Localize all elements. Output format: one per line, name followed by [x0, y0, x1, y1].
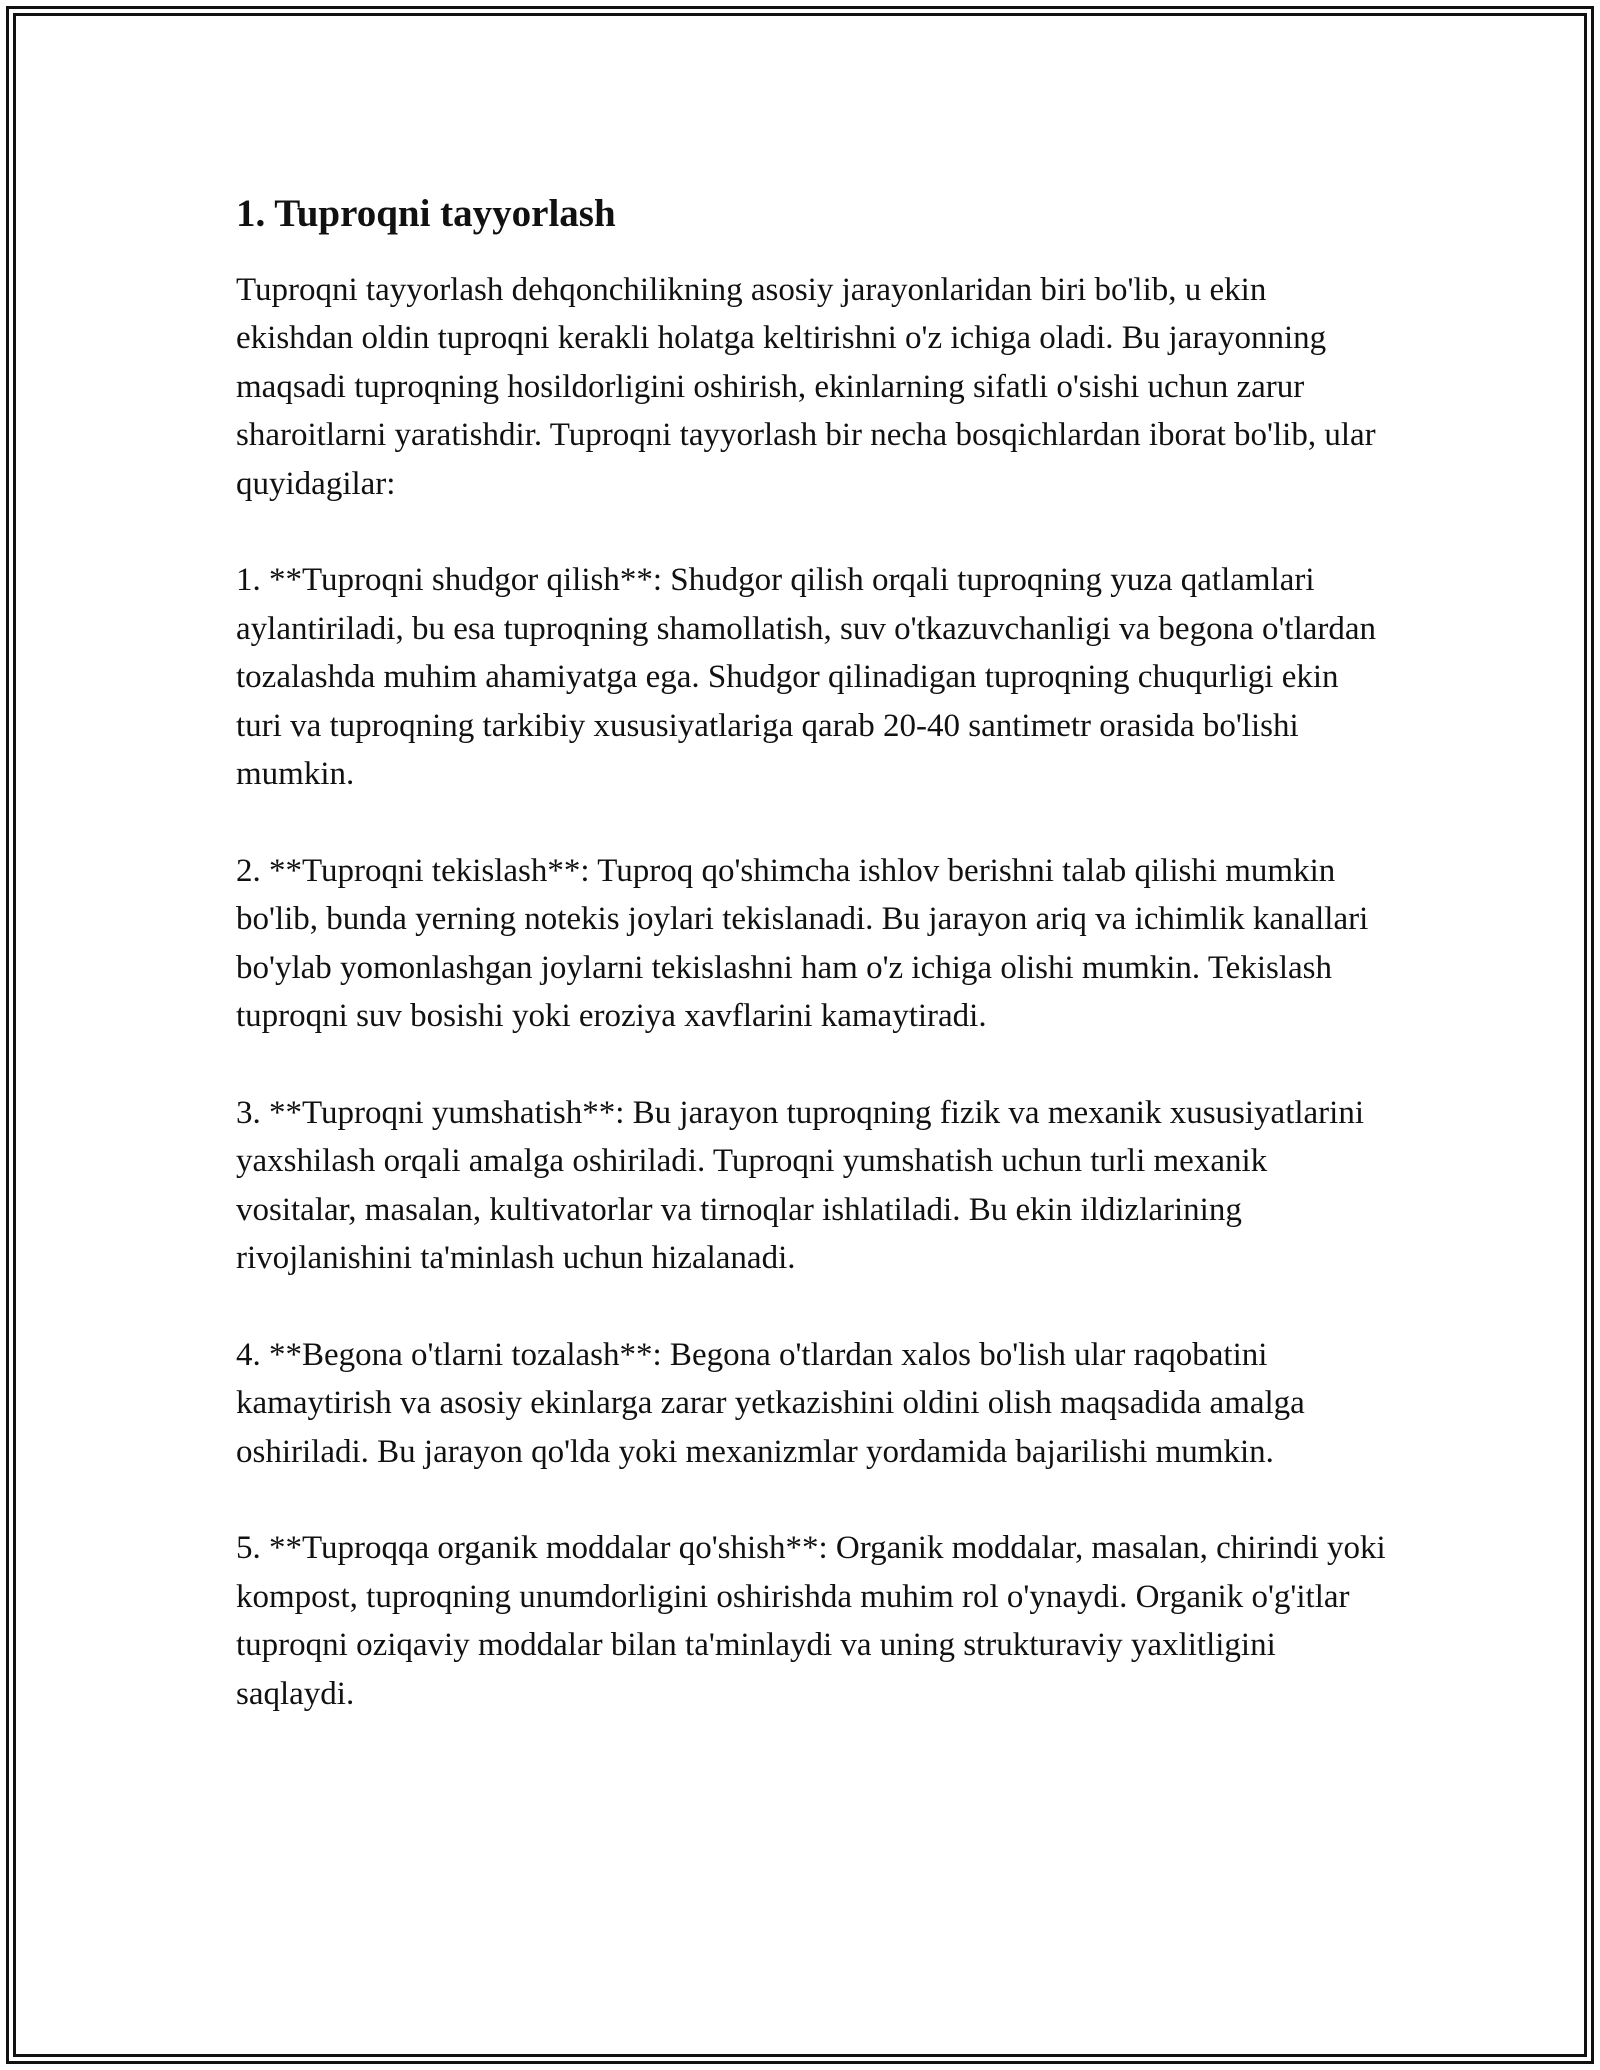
- paragraph-spacer: [236, 1040, 1386, 1088]
- document-title: 1. Tuproqni tayyorlash: [236, 192, 616, 235]
- step-paragraph-2: 2. **Tuproqni tekislash**: Tuproq qo'shimcha ishlov berishni talab qilishi mumkin bo'lib, bunda yerning notekis joylari tekislanadi. Bu jarayon ariq va ichimlik kanallari bo'ylab yomonlashgan joylarni tekislashni ham o'z ichiga olishi mumkin. Tekislash tuproqni suv bosishi yoki eroziya xavflarini kamaytiradi.: [236, 852, 1369, 1035]
- step-paragraph-3: 3. **Tuproqni yumshatish**: Bu jarayon tuproqning fizik va mexanik xususiyatlarini yaxshilash orqali amalga oshiriladi. Tuproqni yumshatish uchun turli mexanik vositalar, masalan, kultivatorlar va tirnoqlar ishlatiladi. Bu ekin ildizlarining rivojlanishini ta'minlash uchun hizalanadi.: [236, 1094, 1365, 1277]
- step-paragraph-4: 4. **Begona o'tlarni tozalash**: Begona o'tlardan xalos bo'lish ular raqobatini kamaytirish va asosiy ekinlarga zarar yetkazishini oldini olish maqsadida amalga oshiriladi. Bu jarayon qo'lda yoki mexanizmlar yordamida bajarilishi mumkin.: [236, 1336, 1305, 1470]
- paragraph-spacer: [236, 798, 1386, 846]
- paragraph-spacer: [236, 508, 1386, 556]
- intro-paragraph: Tuproqni tayyorlash dehqonchilikning asosiy jarayonlaridan biri bo'lib, u ekin ekishdan oldin tuproqni kerakli holatga keltirishni o'z ichiga oladi. Bu jarayonning maqsadi tuproqning hosildorligini oshirish, ekinlarning sifatli o'sishi uchun zarur sharoitlarni yaratishdir. Tuproqni tayyorlash bir necha bosqichlardan iborat bo'lib, ular quyidagilar:: [236, 272, 1376, 502]
- step-paragraph-5: 5. **Tuproqqa organik moddalar qo'shish**: Organik moddalar, masalan, chirindi yoki kompost, tuproqning unumdorligini oshirishda muhim rol o'ynaydi. Organik o'g'itlar tuproqni oziqaviy moddalar bilan ta'minlaydi va uning strukturaviy yaxlitligini saqlaydi.: [236, 1530, 1386, 1712]
- step-paragraph-1: 1. **Tuproqni shudgor qilish**: Shudgor qilish orqali tuproqning yuza qatlamlari aylantiriladi, bu esa tuproqning shamollatish, suv o'tkazuvchanligi va begona o'tlardan tozalashda muhim ahamiyatga ega. Shudgor qilinadigan tuproqning chuqurligi ekin turi va tuproqning tarkibiy xususiyatlariga qarab 20-40 santimetr orasida bo'lishi mumkin.: [236, 562, 1377, 793]
- document-body: [236, 188, 1386, 1718]
- paragraph-spacer: [236, 1282, 1386, 1330]
- paragraph-spacer: [236, 1476, 1386, 1524]
